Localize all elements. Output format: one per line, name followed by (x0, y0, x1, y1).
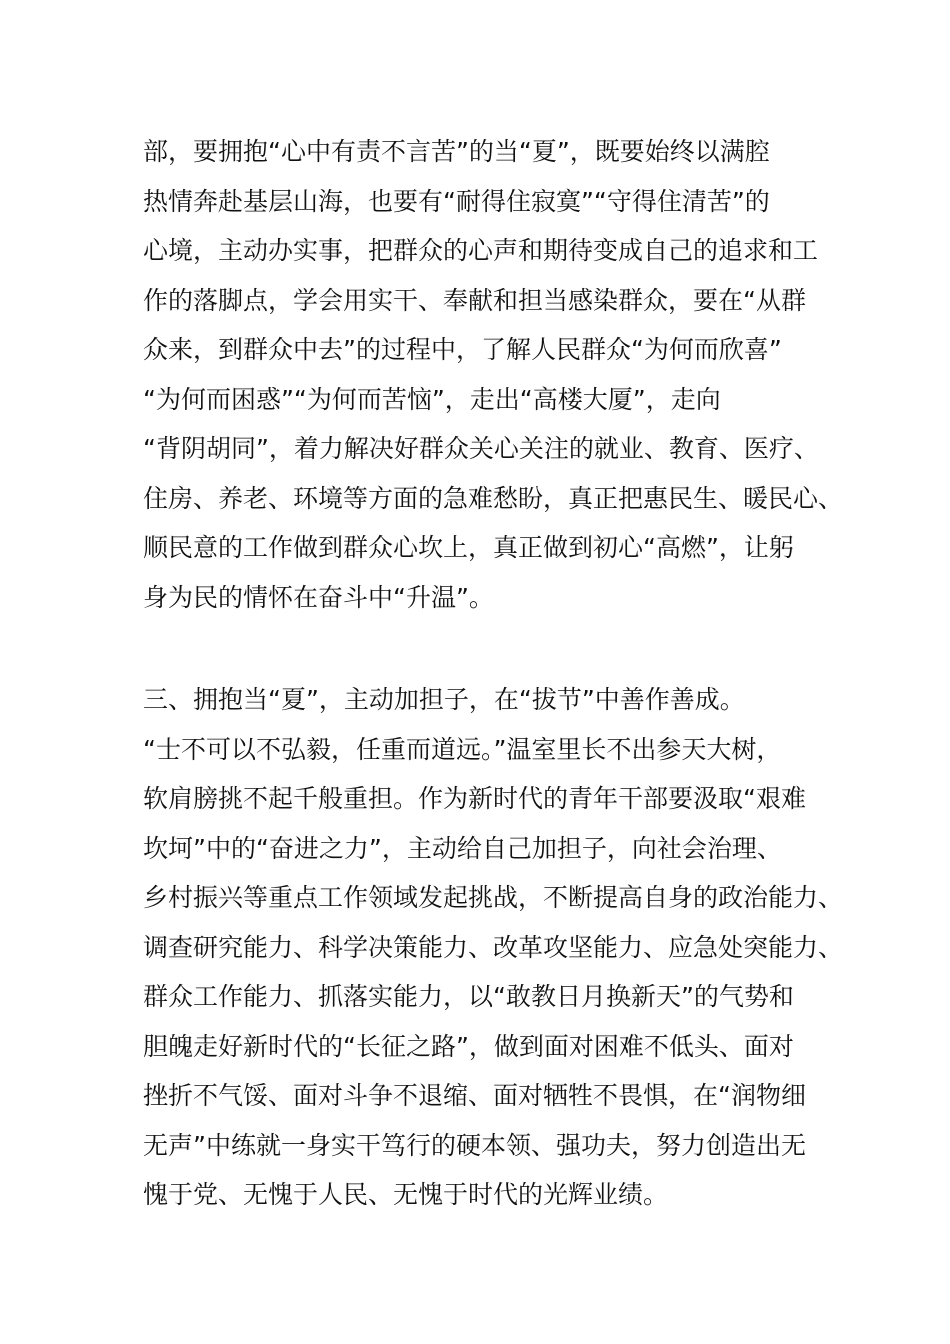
paragraph-serving-the-people (143, 127, 843, 622)
text-line: 众来，到群众中去”的过程中，了解人民群众“为何而欣喜” (143, 335, 782, 364)
text-line: 热情奔赴基层山海，也要有“耐得住寂寞”“守得住清苦”的 (143, 186, 770, 216)
paragraph-section-three (143, 675, 843, 1220)
text-line: 调查研究能力、科学决策能力、改革攻坚能力、应急处突能力、 (143, 932, 844, 962)
text-line: 坎坷”中的“奋进之力”，主动给自己加担子，向社会治理、 (143, 833, 782, 863)
text-line: 住房、养老、环境等方面的急难愁盼，真正把惠民生、暖民心、 (143, 483, 844, 513)
text-line: “背阴胡同”，着力解决好群众关心关注的就业、教育、医疗、 (143, 434, 819, 463)
text-line: 软肩膀挑不起千般重担。作为新时代的青年干部要汲取“艰难 (143, 784, 806, 813)
text-line: 心境，主动办实事，把群众的心声和期待变成自己的追求和工 (143, 236, 819, 265)
text-line: “士不可以不弘毅，任重而道远。”温室里长不出参天大树， (143, 734, 782, 764)
text-line: 胆魄走好新时代的“长征之路”，做到面对困难不低头、面对 (143, 1031, 794, 1061)
text-line: “为何而困惑”“为何而苦恼”，走出“高楼大厦”，走向 (143, 384, 721, 414)
text-line: 部，要拥抱“心中有责不言苦”的当“夏”，既要始终以满腔 (143, 137, 770, 166)
text-line: 群众工作能力、抓落实能力，以“敢教日月换新天”的气势和 (143, 982, 794, 1011)
text-line: 挫折不气馁、面对斗争不退缩、面对牺牲不畏惧，在“润物细 (143, 1081, 806, 1110)
text-line: 顺民意的工作做到群众心坎上，真正做到初心“高燃”，让躬 (143, 533, 794, 562)
text-line: 愧于党、无愧于人民、无愧于时代的光辉业绩。 (143, 1180, 669, 1209)
text-line: 作的落脚点，学会用实干、奉献和担当感染群众，要在“从群 (143, 285, 806, 315)
text-line: 乡村振兴等重点工作领域发起挑战，不断提高自身的政治能力、 (143, 883, 844, 912)
text-line: 身为民的情怀在奋斗中“升温”。 (143, 582, 494, 612)
text-line: 无声”中练就一身实干笃行的硬本领、强功夫，努力创造出无 (143, 1130, 806, 1160)
section-heading-line: 三、拥抱当“夏”，主动加担子，在“拔节”中善作善成。 (143, 685, 745, 714)
